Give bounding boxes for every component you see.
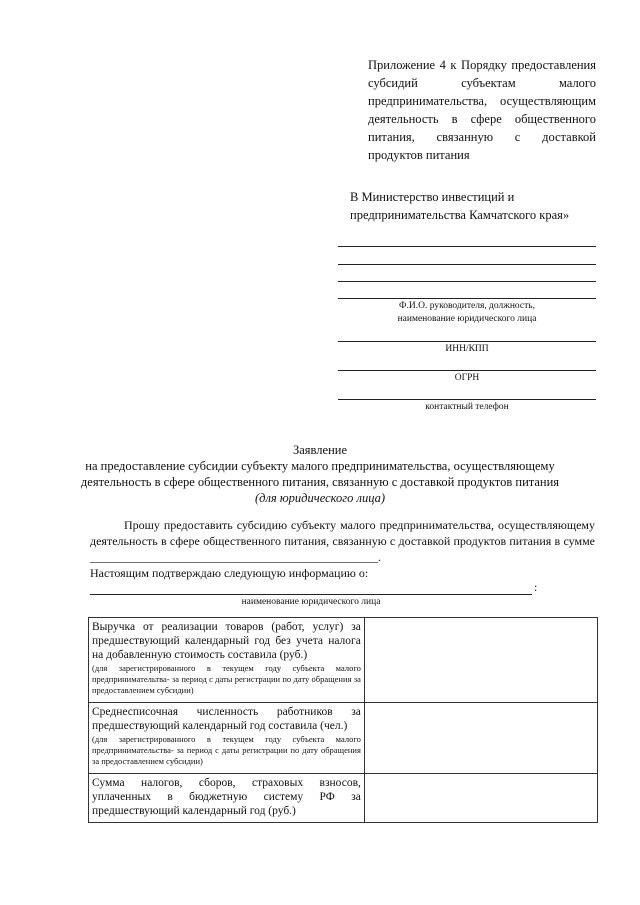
head-caption-line2: наименование юридического лица — [397, 314, 537, 324]
taxes-label-cell — [89, 774, 365, 823]
confirm-text: Настоящим подтверждаю следующую информацию о: — [90, 566, 369, 580]
headcount-label: Среднесписочная численность работников за предшествующий календарный год составила (чел.) — [92, 706, 361, 732]
revenue-note: (для зарегистрированного в текущем году субъекта малого предпринимательтва- за период с даты регистрации по дату обращения за предоставлением субсидии) — [92, 663, 361, 695]
table-row — [89, 618, 598, 703]
inn-caption: ИНН/КПП — [445, 344, 489, 354]
revenue-label: Выручка от реализации товаров (работ, услуг) за предшествующий календарный год без учета налога на добавленную стоимость составила (руб.) — [92, 621, 361, 661]
appendix-header: Приложение 4 к Порядку предоставления субсидий субъектам малого предпринимательства, осуществляющим деятельность в сфере общественного питания, связанную с доставкой продуктов питания — [368, 58, 596, 162]
org-name-caption: наименование юридического лица — [241, 597, 381, 607]
info-table — [88, 617, 598, 823]
title-line3: деятельность в сфере общественного питания, связанную с доставкой продуктов питания — [80, 475, 560, 489]
applicant-line-2[interactable] — [338, 264, 596, 265]
org-name-line[interactable] — [90, 594, 532, 595]
applicant-line-1[interactable] — [338, 246, 596, 247]
headcount-note: (для зарегистрированного в текущем году субъекта малого предпринимательства- за период с даты регистрации по дату обращения за предоставлением субсидии) — [92, 734, 361, 766]
headcount-value-cell[interactable] — [364, 703, 597, 774]
table-row — [89, 703, 598, 774]
taxes-label: Сумма налогов, сборов, страховых взносов, уплаченных в бюджетную систему РФ за предшествующий календарный год (руб.) — [92, 777, 361, 817]
head-caption-line1: Ф.И.О. руководителя, должность, — [399, 301, 535, 311]
revenue-label-cell — [89, 618, 365, 703]
ogrn-line[interactable] — [338, 370, 596, 371]
ogrn-caption: ОГРН — [454, 373, 480, 383]
title-line1: Заявление — [292, 443, 347, 457]
taxes-value-cell[interactable] — [364, 774, 597, 823]
addressee: В Министерство инвестиций и предпринимательства Камчатского края» — [350, 190, 570, 222]
title-line4: (для юридического лица) — [254, 491, 386, 505]
headcount-label-cell — [89, 703, 365, 774]
phone-line[interactable] — [338, 399, 596, 400]
revenue-value-cell[interactable] — [364, 618, 597, 703]
table-row — [89, 774, 598, 823]
org-name-colon: : — [534, 580, 538, 594]
title-line2: на предоставление субсидии субъекту малого предпринимательства, осуществляющему — [85, 459, 555, 473]
applicant-line-3[interactable] — [338, 281, 596, 282]
phone-caption: контактный телефон — [425, 402, 509, 412]
applicant-line-4[interactable] — [338, 298, 596, 299]
request-paragraph: Прошу предоставить субсидию субъекту малого предпринимательства, осуществляющему деятельность в сфере общественного питания, связанную с доставкой продуктов питания в сумме ________________________________________________. — [90, 518, 595, 564]
application-title — [60, 442, 580, 506]
head-caption — [338, 300, 596, 326]
inn-line[interactable] — [338, 341, 596, 342]
